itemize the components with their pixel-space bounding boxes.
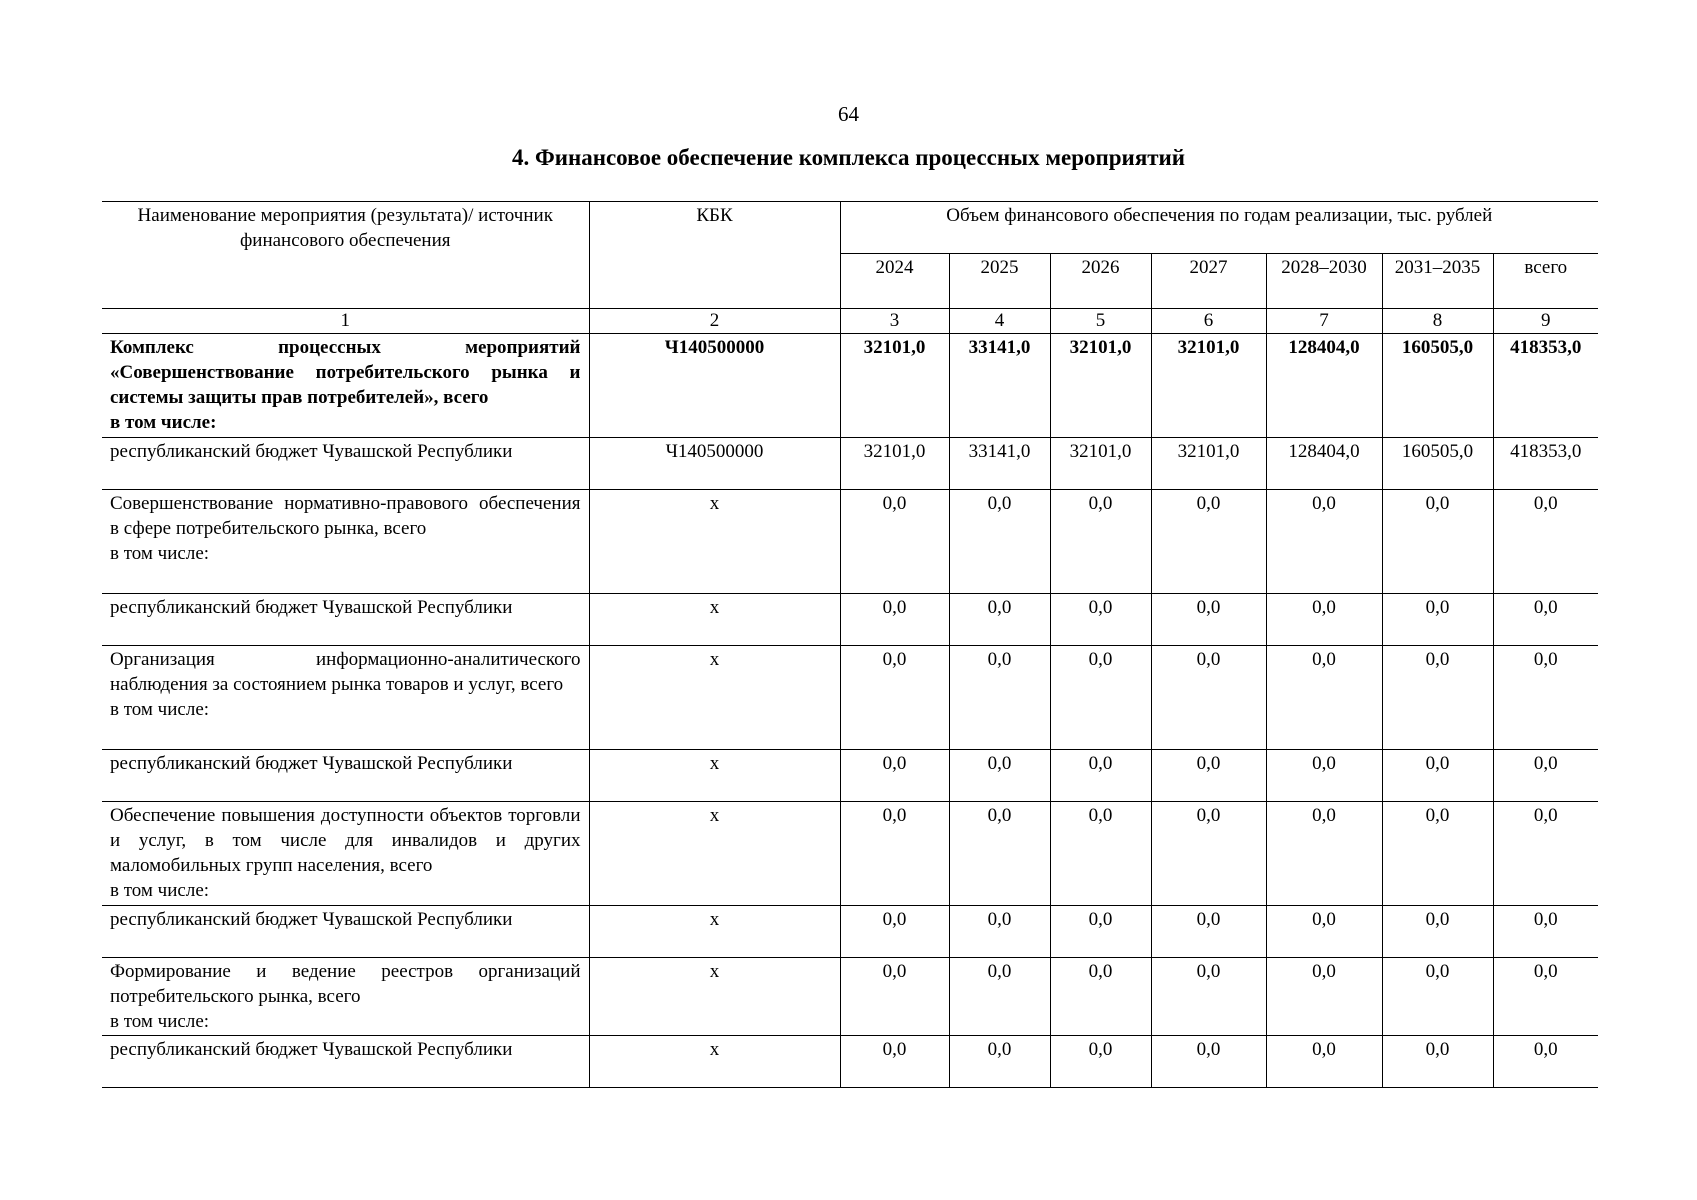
row-kbk: х xyxy=(589,958,840,1036)
table-row-source xyxy=(102,1036,1598,1088)
row-value: 0,0 xyxy=(1493,750,1598,802)
row-value: 0,0 xyxy=(1266,490,1382,594)
table-row-measure xyxy=(102,490,1598,594)
column-number: 3 xyxy=(840,309,949,334)
header-kbk-column: КБК xyxy=(589,202,840,309)
row-value: 0,0 xyxy=(949,958,1050,1036)
row-value: 0,0 xyxy=(1151,802,1266,906)
row-value: 0,0 xyxy=(840,594,949,646)
row-value: 0,0 xyxy=(1493,490,1598,594)
row-kbk: Ч140500000 xyxy=(589,334,840,438)
row-value: 0,0 xyxy=(949,1036,1050,1088)
row-subline: в том числе: xyxy=(110,699,210,720)
row-value: 0,0 xyxy=(1382,958,1493,1036)
table-row-measure xyxy=(102,646,1598,750)
column-number: 8 xyxy=(1382,309,1493,334)
row-value: 0,0 xyxy=(1266,750,1382,802)
row-value: 0,0 xyxy=(840,646,949,750)
row-name: республиканский бюджет Чувашской Республики xyxy=(110,597,513,618)
row-value: 418353,0 xyxy=(1493,438,1598,490)
row-value: 32101,0 xyxy=(840,438,949,490)
table-row-measure xyxy=(102,334,1598,438)
table-row-measure xyxy=(102,958,1598,1036)
row-value: 0,0 xyxy=(1151,1036,1266,1088)
page-number: 64 xyxy=(838,102,859,126)
row-value: 0,0 xyxy=(840,1036,949,1088)
row-kbk: х xyxy=(589,646,840,750)
header-year-2027: 2027 xyxy=(1151,254,1266,309)
row-value: 0,0 xyxy=(949,750,1050,802)
row-value: 0,0 xyxy=(1050,802,1151,906)
row-value: 160505,0 xyxy=(1382,334,1493,438)
row-value: 128404,0 xyxy=(1266,438,1382,490)
row-name-cell xyxy=(102,646,589,750)
row-kbk: х xyxy=(589,490,840,594)
row-value: 0,0 xyxy=(949,802,1050,906)
row-name-cell xyxy=(102,594,589,646)
row-value: 32101,0 xyxy=(840,334,949,438)
row-name-cell xyxy=(102,490,589,594)
row-value: 32101,0 xyxy=(1050,438,1151,490)
row-name-cell xyxy=(102,750,589,802)
row-value: 0,0 xyxy=(1050,490,1151,594)
row-kbk: х xyxy=(589,594,840,646)
header-volume-column: Объем финансового обеспечения по годам реализации, тыс. рублей xyxy=(840,202,1598,254)
row-value: 0,0 xyxy=(1493,802,1598,906)
row-value: 32101,0 xyxy=(1050,334,1151,438)
row-name: республиканский бюджет Чувашской Республики xyxy=(110,1039,513,1060)
row-value: 0,0 xyxy=(949,646,1050,750)
row-value: 0,0 xyxy=(1493,646,1598,750)
row-value: 0,0 xyxy=(949,906,1050,958)
header-year-2025: 2025 xyxy=(949,254,1050,309)
header-year-2031-2035: 2031–2035 xyxy=(1382,254,1493,309)
row-value: 0,0 xyxy=(1050,646,1151,750)
header-year-2028-2030: 2028–2030 xyxy=(1266,254,1382,309)
column-number: 5 xyxy=(1050,309,1151,334)
row-name: республиканский бюджет Чувашской Республики xyxy=(110,441,513,462)
row-value: 0,0 xyxy=(840,490,949,594)
row-name-cell xyxy=(102,958,589,1036)
column-number: 9 xyxy=(1493,309,1598,334)
row-kbk: х xyxy=(589,750,840,802)
row-value: 0,0 xyxy=(1493,594,1598,646)
column-number-row xyxy=(102,309,1598,334)
row-value: 0,0 xyxy=(840,906,949,958)
row-value: 418353,0 xyxy=(1493,334,1598,438)
row-value: 0,0 xyxy=(840,802,949,906)
row-value: 0,0 xyxy=(949,594,1050,646)
row-value: 0,0 xyxy=(1266,594,1382,646)
row-kbk: Ч140500000 xyxy=(589,438,840,490)
row-value: 0,0 xyxy=(1493,958,1598,1036)
row-value: 0,0 xyxy=(1382,490,1493,594)
row-name: Организация информационно-аналитического наблюдения за состоянием рынка товаров и услуг, всего xyxy=(110,649,581,695)
row-name: Обеспечение повышения доступности объектов торговли и услуг, в том числе для инвалидов и других маломобильных групп населения, всего xyxy=(110,805,581,876)
row-kbk: х xyxy=(589,802,840,906)
row-value: 33141,0 xyxy=(949,438,1050,490)
row-value: 0,0 xyxy=(1266,1036,1382,1088)
section-title: 4. Финансовое обеспечение комплекса процессных мероприятий xyxy=(511,145,1186,170)
table-row-source xyxy=(102,750,1598,802)
row-name-cell xyxy=(102,334,589,438)
row-value: 0,0 xyxy=(840,958,949,1036)
column-number: 7 xyxy=(1266,309,1382,334)
row-name: Формирование и ведение реестров организаций потребительского рынка, всего xyxy=(110,961,581,1007)
table-row-source xyxy=(102,594,1598,646)
header-year-2026: 2026 xyxy=(1050,254,1151,309)
row-name-cell xyxy=(102,906,589,958)
row-value: 0,0 xyxy=(1151,490,1266,594)
header-year-2024: 2024 xyxy=(840,254,949,309)
row-value: 0,0 xyxy=(840,750,949,802)
row-value: 0,0 xyxy=(1266,646,1382,750)
row-name: республиканский бюджет Чувашской Республики xyxy=(110,753,513,774)
row-value: 0,0 xyxy=(1151,594,1266,646)
column-number: 4 xyxy=(949,309,1050,334)
row-value: 0,0 xyxy=(1382,646,1493,750)
row-value: 32101,0 xyxy=(1151,334,1266,438)
row-subline: в том числе: xyxy=(110,880,210,901)
row-subline: в том числе: xyxy=(110,1011,210,1032)
row-name: республиканский бюджет Чувашской Республики xyxy=(110,909,513,930)
row-value: 0,0 xyxy=(1493,1036,1598,1088)
row-value: 0,0 xyxy=(1382,802,1493,906)
financing-table xyxy=(102,201,1598,1088)
column-number: 1 xyxy=(102,309,589,334)
row-value: 0,0 xyxy=(949,490,1050,594)
row-value: 0,0 xyxy=(1151,750,1266,802)
row-value: 0,0 xyxy=(1493,906,1598,958)
row-value: 0,0 xyxy=(1382,1036,1493,1088)
row-value: 0,0 xyxy=(1151,646,1266,750)
row-name: Совершенствование нормативно-правового обеспечения в сфере потребительского рынка, всего xyxy=(110,493,581,539)
header-name-column: Наименование мероприятия (результата)/ источник финансового обеспечения xyxy=(102,202,589,309)
row-value: 33141,0 xyxy=(949,334,1050,438)
header-total: всего xyxy=(1493,254,1598,309)
row-value: 0,0 xyxy=(1050,594,1151,646)
column-number: 2 xyxy=(589,309,840,334)
row-value: 0,0 xyxy=(1151,906,1266,958)
column-number: 6 xyxy=(1151,309,1266,334)
row-value: 32101,0 xyxy=(1151,438,1266,490)
row-value: 0,0 xyxy=(1382,906,1493,958)
row-name: Комплекс процессных мероприятий «Совершенствование потребительского рынка и системы защиты прав потребителей», всего xyxy=(110,337,581,408)
row-name-cell xyxy=(102,438,589,490)
row-value: 0,0 xyxy=(1050,906,1151,958)
row-value: 0,0 xyxy=(1382,750,1493,802)
row-subline: в том числе: xyxy=(110,543,210,564)
row-value: 0,0 xyxy=(1266,802,1382,906)
row-value: 0,0 xyxy=(1050,958,1151,1036)
row-value: 160505,0 xyxy=(1382,438,1493,490)
table-row-measure xyxy=(102,802,1598,906)
row-kbk: х xyxy=(589,1036,840,1088)
row-name-cell xyxy=(102,802,589,906)
row-value: 0,0 xyxy=(1382,594,1493,646)
row-name-cell xyxy=(102,1036,589,1088)
row-subline: в том числе: xyxy=(110,412,217,433)
row-value: 0,0 xyxy=(1266,906,1382,958)
row-value: 128404,0 xyxy=(1266,334,1382,438)
table-row-source xyxy=(102,438,1598,490)
row-value: 0,0 xyxy=(1050,1036,1151,1088)
row-value: 0,0 xyxy=(1151,958,1266,1036)
row-value: 0,0 xyxy=(1050,750,1151,802)
row-value: 0,0 xyxy=(1266,958,1382,1036)
row-kbk: х xyxy=(589,906,840,958)
table-row-source xyxy=(102,906,1598,958)
